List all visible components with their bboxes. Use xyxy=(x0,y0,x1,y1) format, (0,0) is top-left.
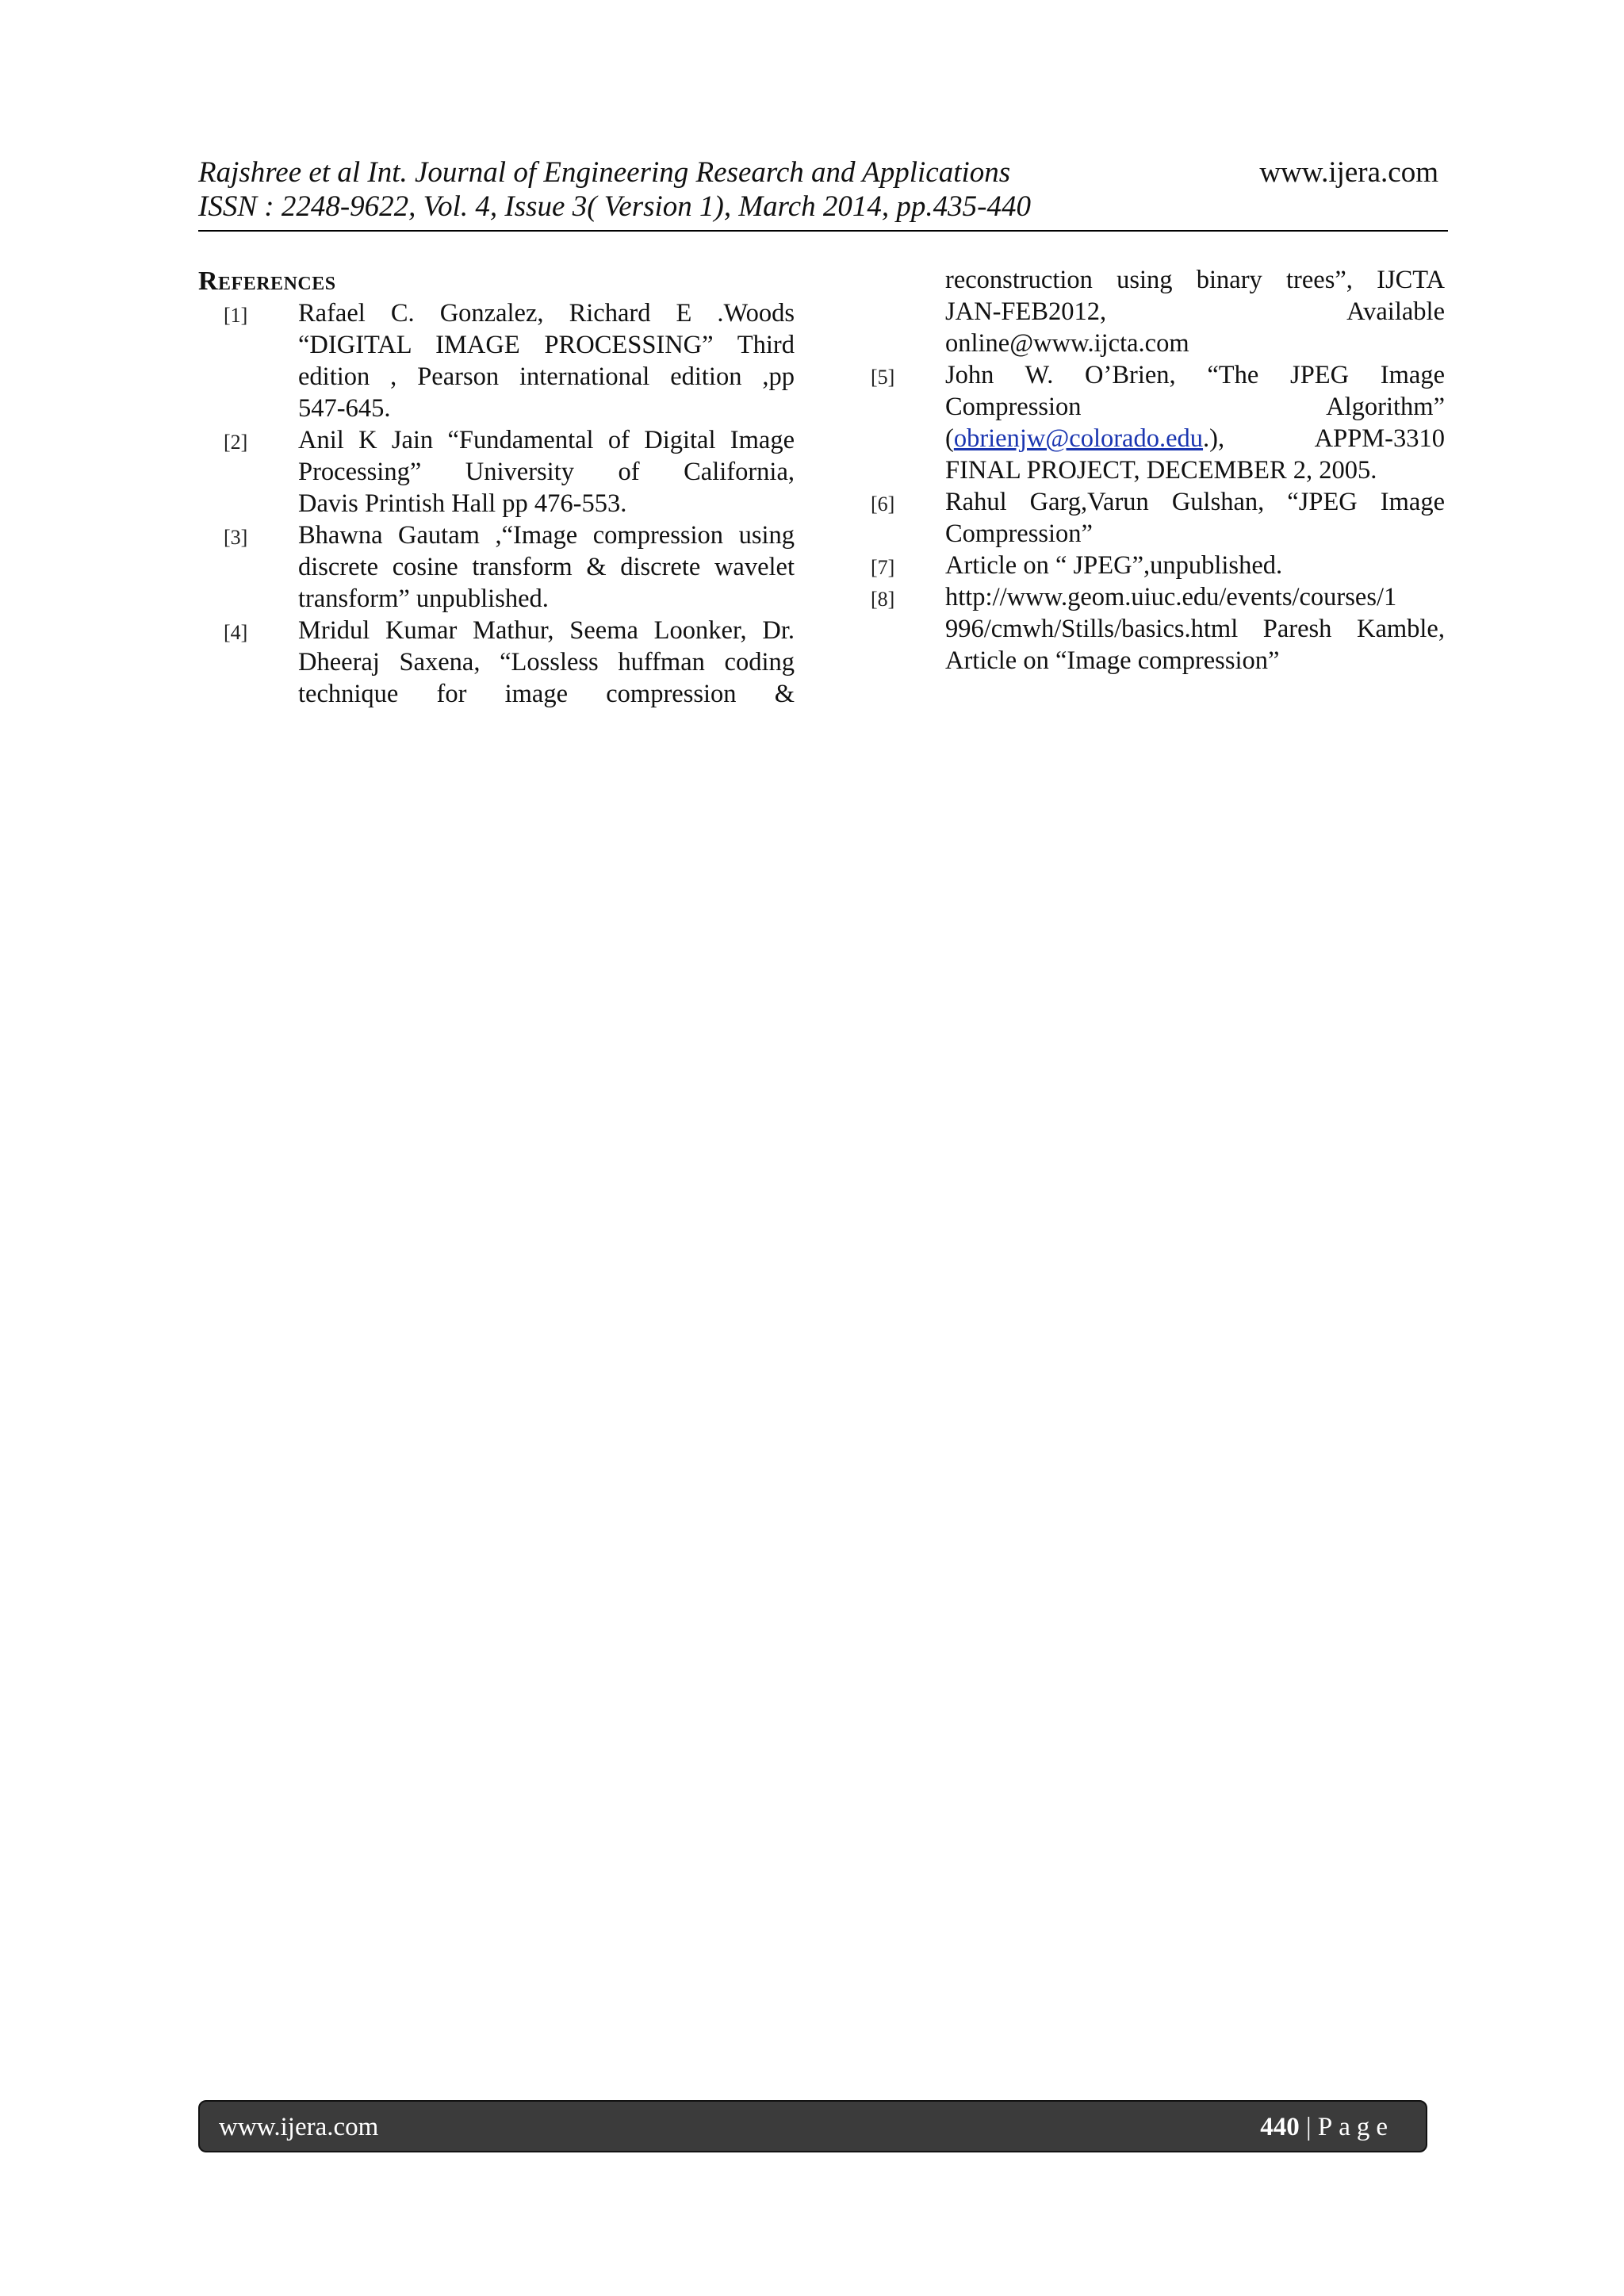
header-website: www.ijera.com xyxy=(1259,156,1438,189)
reference-text xyxy=(298,615,795,710)
left-column xyxy=(198,297,795,710)
reference-line: Rahul Garg,Varun Gulshan, “JPEG Image xyxy=(945,488,1445,516)
reference-line: FINAL PROJECT, DECEMBER 2, 2005. xyxy=(945,456,1377,485)
reference-item xyxy=(198,519,795,615)
reference-line: http://www.geom.uiuc.edu/events/courses/1 xyxy=(945,583,1397,611)
reference-line: “DIGITAL IMAGE PROCESSING” Third xyxy=(298,331,795,359)
reference-line: Processing” University of California, xyxy=(298,458,795,486)
reference-item xyxy=(845,581,1445,677)
reference-line: online@www.ijcta.com xyxy=(945,329,1189,358)
reference-line: Rafael C. Gonzalez, Richard E .Woods xyxy=(298,299,795,328)
footer-website: www.ijera.com xyxy=(219,2113,379,2141)
reference-number: [3] xyxy=(224,526,248,549)
reference-line: JAN-FEB2012, Available xyxy=(945,297,1445,326)
reference-line: technique for image compression & xyxy=(298,680,795,708)
reference-line: discrete cosine transform & discrete wavelet xyxy=(298,553,795,581)
reference-line: Davis Printish Hall pp 476-553. xyxy=(298,489,627,518)
reference-line: John W. O’Brien, “The JPEG Image xyxy=(945,361,1445,389)
reference-line: transform” unpublished. xyxy=(298,585,549,613)
reference-text xyxy=(298,297,795,424)
reference-item xyxy=(198,615,795,710)
reference-item xyxy=(845,486,1445,550)
reference-line: 996/cmwh/Stills/basics.html Paresh Kamble, xyxy=(945,615,1445,643)
reference-text xyxy=(945,581,1445,677)
email-link[interactable]: obrienjw@colorado.edu xyxy=(953,424,1204,453)
reference-text xyxy=(945,486,1445,550)
reference-line: edition , Pearson international edition ,pp xyxy=(298,362,795,391)
reference-number: [1] xyxy=(224,304,248,327)
reference-item xyxy=(198,424,795,519)
reference-line: Mridul Kumar Mathur, Seema Loonker, Dr. xyxy=(298,616,795,645)
reference-item xyxy=(198,297,795,424)
paren-open: ( xyxy=(945,424,954,453)
reference-line xyxy=(945,423,1445,454)
reference-text xyxy=(945,550,1445,581)
reference-text xyxy=(945,359,1445,486)
reference-text xyxy=(298,424,795,519)
reference-line-rest: .), APPM-3310 xyxy=(1203,424,1445,453)
reference-line: Article on “Image compression” xyxy=(945,646,1280,675)
page-separator: | xyxy=(1299,2113,1318,2141)
references-heading: References xyxy=(198,266,336,296)
reference-line: Dheeraj Saxena, “Lossless huffman coding xyxy=(298,648,795,677)
running-header xyxy=(198,155,1448,232)
reference-number: [2] xyxy=(224,431,248,454)
page-label: Page xyxy=(1317,2113,1394,2141)
issn-line: ISSN : 2248-9622, Vol. 4, Issue 3( Version 1), March 2014, pp.435-440 xyxy=(198,190,1031,223)
reference-text xyxy=(298,519,795,615)
reference-number: [6] xyxy=(871,493,895,516)
reference-number: [4] xyxy=(224,621,248,644)
reference-line: Compression Algorithm” xyxy=(945,393,1445,421)
page-indicator xyxy=(1260,2110,1394,2145)
reference-line: reconstruction using binary trees”, IJCTA xyxy=(945,266,1445,294)
reference-number: [7] xyxy=(871,556,895,579)
reference-line: 547-645. xyxy=(298,394,391,423)
page-footer xyxy=(198,2100,1427,2152)
right-column xyxy=(845,264,1445,677)
reference-line: Anil K Jain “Fundamental of Digital Image xyxy=(298,426,795,454)
reference-continuation xyxy=(845,264,1445,359)
reference-line: Bhawna Gautam ,“Image compression using xyxy=(298,521,795,550)
page-number: 440 xyxy=(1260,2113,1300,2141)
reference-number: [5] xyxy=(871,366,895,389)
reference-item xyxy=(845,359,1445,486)
reference-text xyxy=(945,264,1445,359)
reference-number: [8] xyxy=(871,588,895,611)
reference-item xyxy=(845,550,1445,581)
reference-line: Article on “ JPEG”,unpublished. xyxy=(945,551,1283,580)
journal-title: Rajshree et al Int. Journal of Engineering Research and Applications xyxy=(198,156,1011,189)
reference-line: Compression” xyxy=(945,519,1093,548)
